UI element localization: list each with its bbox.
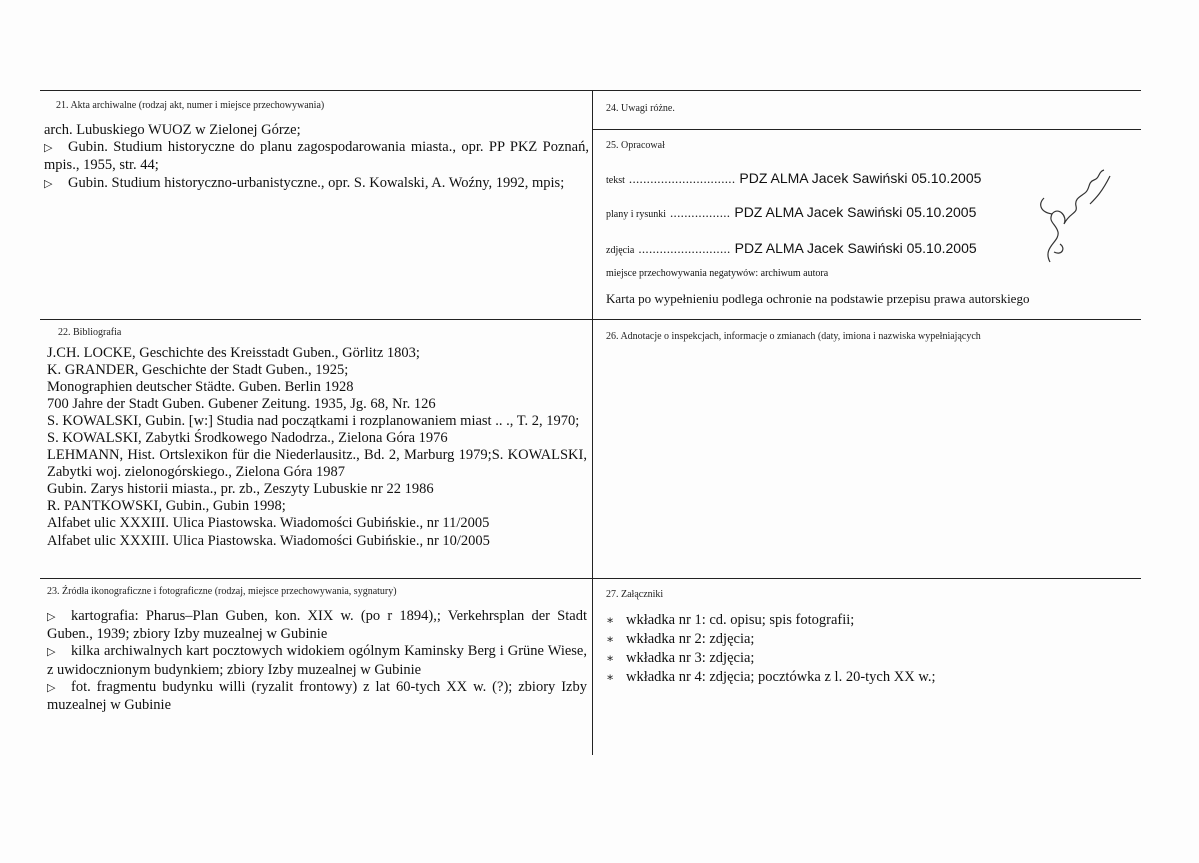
section-24-header: 24. Uwagi różne. [606,103,675,114]
section-23-iconographic-sources [47,586,587,714]
section-21-archival-records [44,100,589,193]
list-item: ∗ wkładka nr 4: zdjęcia; pocztówka z l. 20-tych XX w.; [606,669,936,685]
copyright-notice: Karta po wypełnieniu podlega ochronie na podstawie przepisu prawa autorskiego [606,291,1030,306]
asterisk-bullet-icon: ∗ [606,632,615,646]
bibliography-item: Alfabet ulic XXXIII. Ulica Piastowska. Wiadomości Gubińskie., nr 10/2005 [47,532,490,549]
bibliography-item: Gubin. Zarys historii miasta., pr. zb., Zeszyty Lubuskie nr 22 1986 [47,481,434,498]
list-item: ▷ fot. fragmentu budynku willi (ryzalit frontowy) z lat 60-tych XX w. (?); zbiory Izby muzealnej w Gubinie [47,678,587,714]
handwritten-signature [1030,152,1120,272]
section-21-header: 21. Akta archiwalne (rodzaj akt, numer i miejsce przechowywania) [56,100,325,111]
section-22-header: 22. Bibliografia [58,327,122,338]
section-27-header: 27. Załączniki [606,589,664,600]
asterisk-bullet-icon: ∗ [606,670,615,684]
bibliography-item: LEHMANN, Hist. Ortslexikon für die Niederlausitz., Bd. 2, Marburg 1979;S. KOWALSKI, Zabytki woj. zielonogórskiego., Zielona Góra 1987 [47,447,587,481]
divider-row-2 [40,578,1141,579]
section-24-remarks [606,103,1136,115]
section-26-header: 26. Adnotacje o inspekcjach, informacje o zmianach (daty, imiona i nazwiska wypełniających [606,331,981,342]
bibliography-item: R. PANTKOWSKI, Gubin., Gubin 1998; [47,498,286,515]
prepared-row-plans: plany i rysunki ................. PDZ ALMA Jacek Sawiński 05.10.2005 [606,204,977,220]
list-item: ▷ Gubin. Studium historyczne do planu zagospodarowania miasta., opr. PP PKZ Poznań, mpis., 1955, str. 44; [44,139,589,174]
asterisk-bullet-icon: ∗ [606,613,615,627]
bibliography-item: S. KOWALSKI, Zabytki Środkowego Nadodrza., Zielona Góra 1976 [47,430,448,447]
bibliography-item: Monographien deutscher Städte. Guben. Berlin 1928 [47,379,354,396]
list-item: ∗ wkładka nr 1: cd. opisu; spis fotografii; [606,612,855,628]
section-23-header: 23. Źródła ikonograficzne i fotograficzne (rodzaj, miejsce przechowywania, sygnatury) [47,586,397,597]
bibliography-item: J.CH. LOCKE, Geschichte des Kreisstadt Guben., Görlitz 1803; [47,345,420,361]
list-item: ▷ kilka archiwalnych kart pocztowych widokiem ogólnym Kaminsky Berg i Grüne Wiese, z uwidocznionym budynkiem; zbiory Izby muzealnej w Gubinie [47,643,587,678]
triangle-bullet-icon: ▷ [47,681,56,694]
prepared-row-photos: zdjęcia .......................... PDZ ALMA Jacek Sawiński 05.10.2005 [606,240,977,256]
section-21-line: arch. Lubuskiego WUOZ w Zielonej Górze; [44,122,301,138]
section-27-attachments [606,589,1136,687]
triangle-bullet-icon: ▷ [47,611,56,623]
negatives-storage: miejsce przechowywania negatywów: archiwum autora [606,268,829,279]
bibliography-item: S. KOWALSKI, Gubin. [w:] Studia nad początkami i rozplanowaniem miast .. ., T. 2, 1970; [47,413,580,430]
prepared-row-text: tekst .............................. PDZ ALMA Jacek Sawiński 05.10.2005 [606,170,982,186]
list-item: ∗ wkładka nr 3: zdjęcia; [606,650,755,666]
triangle-bullet-icon: ▷ [44,142,53,155]
triangle-bullet-icon: ▷ [44,177,53,190]
divider-row-1 [40,319,1141,320]
section-22-bibliography [47,327,587,550]
section-25-header: 25. Opracował [606,140,665,151]
section-26-annotations [606,331,1136,343]
bibliography-item: Alfabet ulic XXXIII. Ulica Piastowska. Wiadomości Gubińskie., nr 11/2005 [47,515,490,532]
bibliography-item: 700 Jahre der Stadt Guben. Gubener Zeitung. 1935, Jg. 68, Nr. 126 [47,396,436,413]
right-divider-24-25 [593,129,1141,130]
column-divider [592,90,593,755]
triangle-bullet-icon: ▷ [47,646,56,659]
list-item: ▷ kartografia: Pharus–Plan Guben, kon. XIX w. (po r 1894),; Verkehrsplan der Stadt Guben., 1939; zbiory Izby muzealnej w Gubinie [47,608,587,643]
list-item: ∗ wkładka nr 2: zdjęcia; [606,631,755,647]
asterisk-bullet-icon: ∗ [606,651,615,665]
top-border [40,90,1141,91]
bibliography-item: K. GRANDER, Geschichte der Stadt Guben., 1925; [47,362,349,379]
list-item: ▷ Gubin. Studium historyczno-urbanistyczne., opr. S. Kowalski, A. Woźny, 1992, mpis; [44,175,589,193]
